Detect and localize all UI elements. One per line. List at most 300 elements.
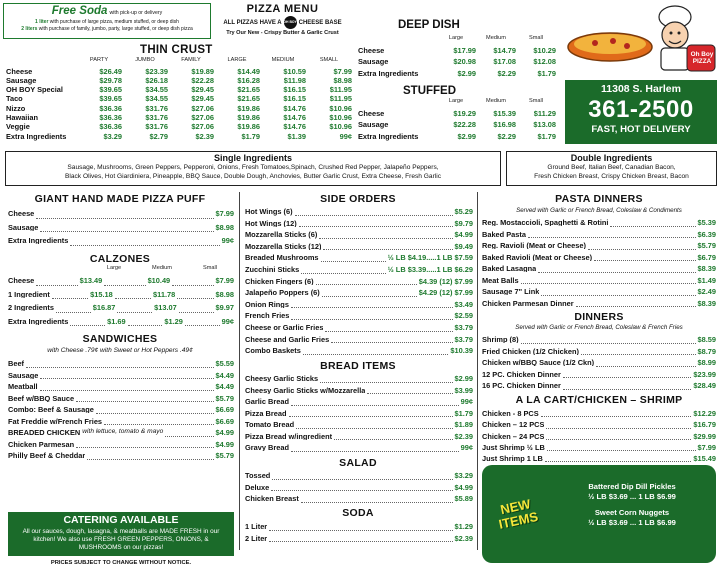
dot-leader	[576, 306, 696, 307]
menu-item-price: $6.29	[454, 265, 473, 275]
table-column-header: LARGE	[227, 56, 247, 63]
menu-item-price: $12.08	[533, 57, 556, 67]
menu-row	[482, 453, 716, 464]
menu-item-half-price: $4.29 (12)	[418, 288, 453, 298]
menu-item-price: 99¢	[460, 397, 473, 407]
menu-item-price: $21.65	[237, 94, 260, 104]
menu-row	[245, 310, 473, 322]
free-soda-box	[3, 3, 211, 39]
new-item-1-name: Battered Dip Dill Pickles	[588, 482, 676, 491]
sandwiches-list	[8, 358, 234, 462]
menu-item-price: $11.95	[329, 94, 352, 104]
menu-item-name: Onion Rings	[245, 300, 289, 309]
menu-row	[482, 275, 716, 287]
menu-item-name: Sausage	[6, 75, 37, 85]
dot-leader	[291, 307, 453, 308]
dot-leader	[52, 298, 88, 299]
catering-title: CATERING AVAILABLE	[63, 514, 179, 526]
menu-item-price: $11.95	[329, 85, 352, 95]
menu-row	[245, 229, 473, 241]
menu-item-price: $29.78	[99, 75, 122, 85]
menu-row	[245, 470, 473, 482]
cheese-base-tag-a: ALL PIZZAS HAVE A	[223, 19, 282, 26]
menu-item-price: 99¢	[339, 131, 352, 141]
menu-row	[245, 521, 473, 533]
menu-item-name: Sausage	[8, 223, 39, 231]
table-column-header: Small	[529, 34, 543, 41]
menu-item-name: Baked Ravioli (Meat or Cheese)	[482, 253, 593, 261]
menu-row	[482, 263, 716, 275]
table-column-header: MEDIUM	[271, 56, 295, 63]
soda-line1-text: with purchase of large pizza, medium stuffed, or deep dish	[49, 18, 179, 25]
menu-item-price: $39.65	[99, 94, 122, 104]
menu-item-price: $23.99	[693, 369, 716, 379]
table-column-header: Large	[448, 34, 464, 41]
menu-item-name: Cheese and Garlic Fries	[245, 335, 330, 344]
menu-row	[245, 419, 473, 431]
menu-item-price: $27.06	[191, 113, 214, 123]
menu-item-price: $3.29	[103, 131, 122, 141]
menu-item-name: Pizza Bread	[245, 409, 287, 417]
menu-item-name: Philly Beef & Cheddar	[8, 452, 86, 460]
dot-leader	[40, 378, 213, 379]
menu-item-price: $6.39	[697, 229, 716, 239]
menu-item-price: $7.99	[697, 442, 716, 452]
menu-item-name: Chicken - 8 PCS	[482, 409, 539, 418]
menu-row	[482, 252, 716, 264]
dot-leader	[320, 382, 452, 383]
menu-item-price: $31.76	[145, 113, 168, 123]
menu-item-price: $10.96	[329, 113, 352, 123]
dot-leader	[115, 298, 151, 299]
dot-leader	[104, 285, 145, 286]
dot-leader	[541, 295, 695, 296]
menu-row	[245, 322, 473, 334]
soda-line2-text: with purchase of family, jumbo, party, large stuffed, or deep dish pizza	[38, 25, 193, 32]
deep-dish-title: DEEP DISH	[398, 19, 460, 31]
side-orders-title: SIDE ORDERS	[320, 193, 396, 205]
menu-row	[482, 334, 716, 346]
menu-item-price: $17.99	[453, 45, 476, 55]
menu-item-price: $10.59	[283, 66, 306, 76]
delivery-slogan: FAST, HOT DELIVERY	[591, 123, 691, 135]
menu-row	[245, 345, 473, 357]
dot-leader	[76, 447, 213, 448]
stuffed-table	[358, 98, 556, 142]
menu-item-price: $1.29	[454, 522, 473, 532]
menu-row	[482, 419, 716, 430]
menu-item-price: $27.06	[191, 122, 214, 132]
menu-item-name: OH BOY Special	[6, 85, 63, 95]
menu-item-price: $7.99	[454, 288, 473, 298]
dot-leader	[545, 461, 692, 462]
dot-leader	[538, 272, 695, 273]
salad-title: SALAD	[339, 457, 377, 469]
new-item-2-name: Sweet Corn Nuggets	[594, 508, 670, 518]
table-column-header: Large	[448, 97, 464, 104]
menu-item-price: $22.28	[191, 75, 214, 85]
menu-item-name: Extra Ingredients	[8, 317, 69, 325]
menu-item-price: $19.86	[237, 113, 260, 123]
menu-item-price: $27.06	[191, 103, 214, 113]
menu-item-price: $12.29	[693, 408, 716, 418]
menu-item-name: Beef w/BBQ Sauce	[8, 394, 75, 402]
dot-leader	[87, 459, 213, 460]
menu-row	[245, 373, 473, 385]
menu-item-price: $6.69	[215, 405, 234, 415]
menu-item-name: Just Shrimp ½ LB	[482, 443, 545, 452]
menu-header	[215, 4, 350, 37]
soda-line2-qty: 2 liters	[21, 25, 38, 32]
phone-number[interactable]: 361-2500	[588, 95, 694, 123]
menu-row	[8, 416, 234, 428]
bread-items-title: BREAD ITEMS	[320, 360, 396, 372]
dot-leader	[128, 325, 163, 326]
menu-item-price: $11.78	[153, 289, 176, 299]
crust-tagline: Try Our New - Crispy Butter & Garlic Crust	[226, 30, 339, 36]
menu-item-name: Hot Wings (6)	[245, 208, 293, 216]
double-ingredients-line2: Fresh Chicken Breast, Crispy Chicken Breast, Bacon	[534, 172, 689, 180]
menu-item-price: $14.76	[283, 113, 306, 123]
menu-item-half-price: $4.39 (12)	[418, 276, 453, 286]
menu-item-name: Taco	[6, 94, 23, 104]
menu-row	[8, 404, 234, 416]
dinners-list	[482, 334, 716, 392]
column-divider	[477, 192, 478, 550]
menu-item-price: $11.98	[283, 75, 306, 85]
menu-item-name: Sausage 7" Link	[482, 288, 540, 296]
menu-item-price: $15.49	[693, 454, 716, 464]
menu-row	[245, 334, 473, 346]
menu-item-name: Cheese	[358, 45, 385, 55]
menu-row	[245, 276, 473, 288]
menu-item-name: 1 Ingredient	[8, 290, 50, 298]
column-divider	[239, 192, 240, 550]
soda-line1-qty: 1 liter	[35, 18, 49, 25]
menu-row	[8, 234, 234, 248]
menu-item-price: $10.39	[450, 346, 473, 356]
dot-leader	[547, 450, 696, 451]
menu-row	[245, 299, 473, 311]
menu-item-price: $1.79	[454, 408, 473, 418]
menu-item-name: Sausage	[358, 120, 389, 130]
menu-item-price: $3.49	[454, 299, 473, 309]
new-items-badge-text: NEW ITEMS	[497, 496, 540, 532]
menu-item-price: $2.29	[497, 68, 516, 78]
menu-item-price: $13.07	[154, 303, 177, 313]
menu-row	[482, 240, 716, 252]
dot-leader	[594, 260, 695, 261]
menu-item-name: Mozzarella Sticks (6)	[245, 231, 318, 239]
menu-item-price: $9.49	[454, 241, 473, 251]
menu-item-price: $3.79	[454, 334, 473, 344]
new-item-1-prices: ½ LB $3.69 ... 1 LB $6.99	[588, 491, 676, 501]
menu-item-price: $10.29	[533, 45, 556, 55]
menu-item-name: BREADED CHICKEN	[8, 429, 81, 437]
table-column-header: Medium	[486, 34, 506, 41]
menu-item-name: Meatball	[8, 383, 38, 391]
dot-leader	[70, 245, 219, 246]
menu-row	[482, 431, 716, 442]
table-column-header: Medium	[152, 265, 172, 271]
menu-item-price: $1.89	[454, 420, 473, 430]
menu-item-price: $6.79	[697, 252, 716, 262]
menu-item-price: $2.49	[697, 287, 716, 297]
dot-leader	[563, 377, 692, 378]
menu-item-price: $10.96	[329, 122, 352, 132]
menu-row	[8, 439, 234, 451]
menu-item-name: Baked Pasta	[482, 230, 526, 238]
menu-item-price: $4.99	[454, 230, 473, 240]
menu-item-name: Combo Baskets	[245, 347, 301, 355]
menu-item-name: Veggie	[6, 122, 30, 132]
catering-box	[8, 512, 234, 556]
menu-row	[8, 221, 234, 235]
menu-item-price: $19.29	[453, 108, 476, 118]
menu-item-name: Tomato Bread	[245, 421, 295, 429]
menu-item-name: Baked Lasagna	[482, 265, 537, 273]
menu-item-name: Pizza Bread w/ingredient	[245, 432, 333, 440]
menu-item-price: $9.79	[454, 218, 473, 228]
menu-item-price: $16.98	[493, 120, 516, 130]
oh-boy-badge-text: OH BOY	[283, 19, 297, 24]
dot-leader	[319, 238, 452, 239]
menu-item-price: $14.49	[237, 66, 260, 76]
menu-row	[8, 358, 234, 370]
sandwiches-subtitle: with Cheese .79¢ with Sweet or Hot Peppers .49¢	[47, 347, 193, 354]
dot-leader	[541, 416, 692, 417]
menu-item-price: $2.39	[454, 533, 473, 543]
menu-item-price: $39.65	[99, 85, 122, 95]
menu-item-name: 2 Ingredients	[8, 304, 54, 312]
menu-item-price: $36.36	[99, 122, 122, 132]
menu-item-price: $1.79	[241, 131, 260, 141]
menu-item-price: $1.29	[164, 316, 183, 326]
dot-leader	[528, 237, 696, 238]
menu-item-price: $5.89	[454, 494, 473, 504]
logo-text: Oh Boy PIZZA	[690, 51, 714, 66]
menu-item-half-price: ½ LB $4.19.....1 LB	[387, 253, 453, 263]
menu-row	[245, 241, 473, 253]
alacart-title: A LA CART/CHICKEN – SHRIMP	[515, 394, 683, 406]
menu-item-price: $15.18	[90, 289, 113, 299]
salad-list	[245, 470, 473, 505]
menu-item-price: $1.69	[107, 316, 126, 326]
dot-leader	[291, 405, 459, 406]
dot-leader	[289, 416, 453, 417]
menu-row	[8, 381, 234, 393]
menu-item-price: $8.59	[697, 335, 716, 345]
single-ingredients-line2: Black Olives, Hot Giardiniera, Pineapple, BBQ Sauce, Double Dough, Anchovies, Butter Garlic Crust, Extra Cheese, Fresh Garlic	[64, 172, 441, 180]
pasta-subtitle: Served with Garlic or French Bread, Coleslaw & Condiments	[516, 207, 682, 214]
menu-item-price: $4.99	[215, 439, 234, 449]
dot-leader	[272, 479, 452, 480]
free-soda-tagline: with pick-up or delivery	[109, 10, 163, 16]
menu-item-price: $6.69	[215, 416, 234, 426]
menu-item-price: $5.79	[215, 451, 234, 461]
menu-item-price: $26.18	[145, 75, 168, 85]
menu-item-price: $11.29	[533, 108, 556, 118]
menu-item-name: 16 PC. Chicken Dinner	[482, 382, 561, 390]
menu-row	[482, 346, 716, 358]
dot-leader	[316, 284, 417, 285]
menu-item-price: $16.15	[283, 85, 306, 95]
menu-item-price: 99¢	[460, 443, 473, 453]
menu-item-price: $5.39	[697, 218, 716, 228]
menu-item-name: Cheese	[6, 66, 33, 76]
new-item-2-prices: ½ LB $3.69 ... 1 LB $6.99	[588, 517, 676, 527]
dot-leader	[271, 490, 452, 491]
menu-row	[482, 229, 716, 241]
menu-item-price: $10.49	[147, 276, 171, 286]
alacart-list	[482, 408, 716, 464]
menu-row	[8, 301, 234, 315]
dot-leader	[299, 226, 453, 227]
menu-item-name: Beef	[8, 360, 25, 368]
menu-item-price: $36.36	[99, 113, 122, 123]
menu-item-price: $1.79	[537, 68, 556, 78]
table-column-header: Medium	[486, 97, 506, 104]
menu-item-name: Gravy Bread	[245, 444, 289, 452]
sandwiches-title: SANDWICHES	[82, 333, 158, 345]
menu-row	[8, 274, 234, 288]
menu-row	[245, 252, 473, 264]
menu-item-name: Hawaiian	[6, 113, 39, 123]
menu-item-name: Meat Balls	[482, 276, 519, 284]
table-column-header: PARTY	[89, 56, 109, 63]
dot-leader	[301, 273, 385, 274]
soda-title: SODA	[342, 507, 374, 519]
menu-row	[482, 298, 716, 310]
menu-item-name: Reg. Mostaccioli, Spaghetti & Rotini	[482, 219, 609, 227]
menu-item-price: $20.98	[453, 57, 476, 67]
pizza-puff-title: GIANT HAND MADE PIZZA PUFF	[34, 193, 206, 205]
oh-boy-badge-icon	[284, 16, 297, 29]
menu-item-name: Cheese	[8, 277, 35, 285]
menu-item-price: $19.89	[191, 66, 214, 76]
menu-row	[245, 431, 473, 443]
menu-item-price: $4.49	[215, 370, 234, 380]
dinners-title: DINNERS	[574, 311, 624, 323]
menu-item-price: $2.99	[457, 131, 476, 141]
menu-item-price: $29.99	[693, 431, 716, 441]
table-column-header: Large	[106, 265, 122, 271]
dot-leader	[367, 393, 452, 394]
table-header-blank	[6, 57, 76, 67]
dot-leader	[36, 285, 77, 286]
menu-row	[245, 396, 473, 408]
menu-item-price: $16.15	[283, 94, 306, 104]
dot-leader	[546, 439, 691, 440]
menu-item-name: Sausage	[8, 371, 39, 379]
menu-item-name: Chicken Parmesan Dinner	[482, 299, 574, 307]
menu-item-price: $36.36	[99, 103, 122, 113]
double-ingredients-line1: Ground Beef, Italian Beef, Canadian Bacon,	[547, 164, 676, 171]
menu-item-price: $19.86	[237, 122, 260, 132]
menu-item-price: $14.76	[283, 103, 306, 113]
free-soda-title: Free Soda	[51, 5, 108, 17]
menu-item-price: $2.59	[454, 311, 473, 321]
menu-item-name: Cheesy Garlic Sticks	[245, 375, 319, 383]
menu-item-price: $8.79	[697, 346, 716, 356]
menu-item-price: $1.39	[287, 131, 306, 141]
dot-leader	[321, 261, 386, 262]
menu-row	[482, 217, 716, 229]
menu-item-half-price: ½ LB $3.39.....1 LB	[387, 265, 453, 275]
menu-item-price: $8.39	[697, 264, 716, 274]
menu-item-name: Combo: Beef & Sausage	[8, 406, 94, 414]
menu-item-note: with lettuce, tomato & mayo	[82, 428, 164, 436]
table-column-header: FAMILY	[181, 56, 201, 63]
dot-leader	[596, 366, 695, 367]
menu-item-price: $8.98	[215, 222, 234, 232]
menu-item-price: $1.49	[697, 275, 716, 285]
menu-row	[245, 218, 473, 230]
menu-item-name: Fat Freddie w/French Fries	[8, 417, 103, 425]
menu-item-price: $5.79	[215, 393, 234, 403]
menu-row	[245, 385, 473, 397]
thin-crust-title: THIN CRUST	[140, 44, 213, 56]
dot-leader	[331, 342, 452, 343]
thin-crust-table	[6, 57, 352, 141]
menu-row	[245, 264, 473, 276]
menu-row	[482, 357, 716, 369]
dot-leader	[172, 285, 213, 286]
menu-item-name: Chicken – 12 PCS	[482, 421, 545, 429]
menu-item-price: $7.99	[215, 276, 234, 286]
menu-item-price: $21.65	[237, 85, 260, 95]
catering-body: All our sauces, dough, lasagna, & meatballs are MADE FRESH in our kitchen! We also use FRESH GREEN PEPPERS, ONIONS, & MUSHROOMS on our pizzas!	[22, 527, 220, 551]
single-ingredients-box	[5, 151, 501, 186]
calzones-table	[8, 266, 234, 328]
menu-row	[245, 287, 473, 299]
menu-item-name: Extra Ingredients	[6, 131, 67, 141]
dot-leader	[185, 325, 220, 326]
address: 11308 S. Harlem	[601, 83, 681, 95]
menu-item-price: $4.49	[215, 382, 234, 392]
menu-item-name: Nizzo	[6, 103, 26, 113]
menu-item-price: $31.76	[145, 103, 168, 113]
menu-item-price: $34.55	[145, 94, 168, 104]
menu-item-name: Zucchini Sticks	[245, 266, 300, 274]
menu-item-name: Extra Ingredients	[358, 131, 419, 141]
new-items-box	[482, 465, 716, 563]
dot-leader	[295, 215, 453, 216]
menu-item-price: $8.98	[333, 75, 352, 85]
menu-item-name: Chicken Breast	[245, 495, 299, 503]
page-title: PIZZA MENU	[246, 3, 319, 15]
table-header-blank	[358, 35, 436, 45]
menu-item-name: Cheese	[358, 108, 385, 118]
menu-item-name: Cheese	[8, 210, 35, 218]
menu-item-name: Reg. Ravioli (Meat or Cheese)	[482, 242, 586, 250]
price-disclaimer: PRICES SUBJECT TO CHANGE WITHOUT NOTICE.	[50, 560, 192, 566]
menu-row	[8, 450, 234, 462]
menu-item-price: $7.59	[454, 253, 473, 263]
menu-item-price: $3.79	[454, 323, 473, 333]
menu-item-price: $8.98	[215, 289, 234, 299]
menu-item-name: Jalapeño Poppers (6)	[245, 289, 320, 297]
pasta-list	[482, 217, 716, 309]
menu-row	[482, 286, 716, 298]
menu-item-name: Shrimp (8)	[482, 336, 519, 344]
menu-item-name: Extra Ingredients	[358, 68, 419, 78]
dot-leader	[581, 354, 696, 355]
menu-item-name: Fried Chicken (1/2 Chicken)	[482, 347, 579, 355]
side-orders-list	[245, 206, 473, 357]
menu-item-price: $8.39	[697, 298, 716, 308]
menu-row	[245, 493, 473, 505]
